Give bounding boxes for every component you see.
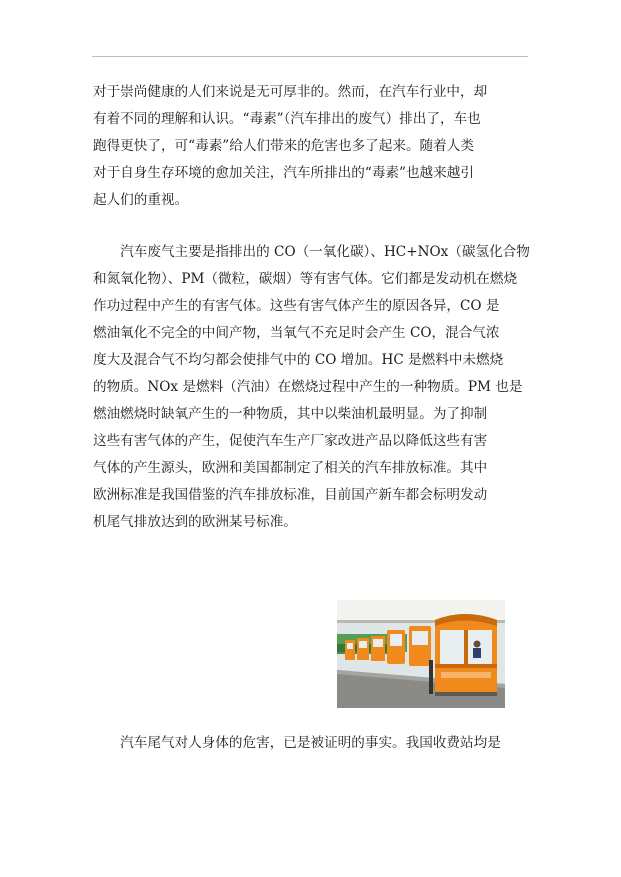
- paragraph-1: [93, 79, 533, 214]
- text-line: 作功过程中产生的有害气体。这些有害气体产生的原因各异，CO 是: [93, 298, 500, 314]
- text-line: 汽车尾气对人身体的危害，已是被证明的事实。我国收费站均是: [93, 735, 501, 751]
- toll-booth-illustration: [337, 600, 505, 708]
- text-line: 燃油燃烧时缺氧产生的一种物质，其中以柴油机最明显。为了抑制: [93, 406, 488, 422]
- main-booth: [435, 614, 497, 696]
- text-line: 跑得更快了，可“毒素”给人们带来的危害也多了起来。随着人类: [93, 138, 474, 154]
- text-line: 汽车废气主要是指排出的 CO（一氧化碳）、HC+NOx（碳氢化合物: [93, 244, 530, 260]
- text-line: 起人们的重视。: [93, 192, 189, 208]
- text-line: 对于崇尚健康的人们来说是无可厚非的。然而，在汽车行业中，却: [93, 84, 488, 100]
- paragraph-3: [93, 730, 533, 757]
- text-line: 对于自身生存环境的愈加关注，汽车所排出的“毒素”也越来越引: [93, 165, 474, 181]
- header-rule: [92, 56, 528, 57]
- text-line: 气体的产生源头，欧洲和美国都制定了相关的汽车排放标准。其中: [93, 460, 488, 476]
- text-line: 燃油氧化不完全的中间产物，当氧气不充足时会产生 CO，混合气浓: [93, 325, 500, 341]
- text-line: 的物质。NOx 是燃料（汽油）在燃烧过程中产生的一种物质。PM 也是: [93, 379, 523, 395]
- toll-booth-photo: [337, 600, 505, 708]
- barrier-post: [429, 660, 433, 694]
- text-line: 有着不同的理解和认识。“毒素”（汽车排出的废气）排出了，车也: [93, 111, 481, 127]
- text-line: 这些有害气体的产生，促使汽车生产厂家改进产品以降低这些有害: [93, 433, 488, 449]
- text-line: 欧洲标准是我国借鉴的汽车排放标准，目前国产新车都会标明发动: [93, 487, 488, 503]
- text-line: 机尾气排放达到的欧洲某号标准。: [93, 514, 297, 530]
- paragraph-2: [93, 239, 533, 536]
- text-line: 和氮氧化物）、PM（微粒，碳烟）等有害气体。它们都是发动机在燃烧: [93, 271, 518, 287]
- mid-booths: [387, 626, 431, 666]
- text-line: 度大及混合气不均匀都会使排气中的 CO 增加。HC 是燃料中未燃烧: [93, 352, 504, 368]
